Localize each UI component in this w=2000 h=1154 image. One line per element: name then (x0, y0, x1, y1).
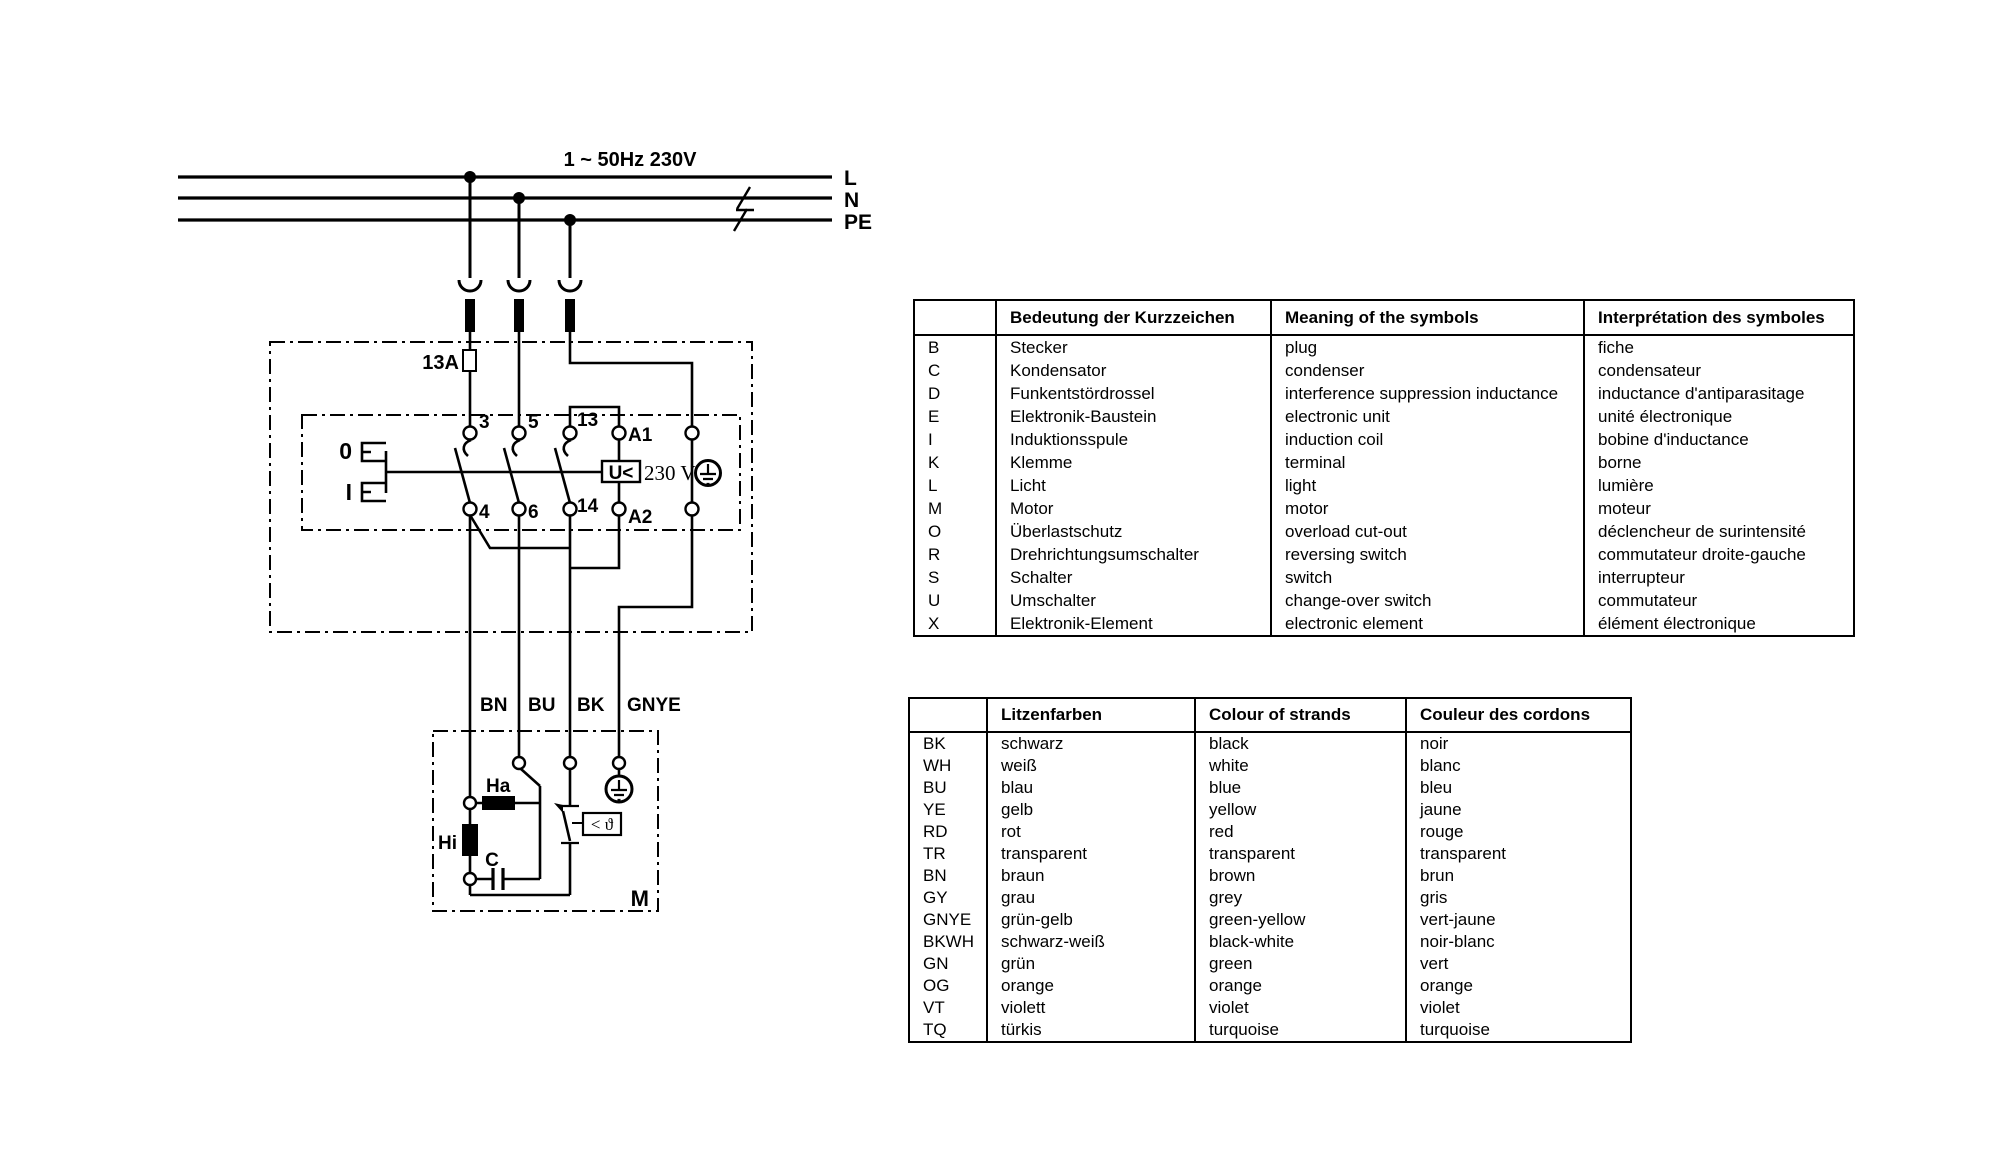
table-cell: turquoise (1195, 1019, 1406, 1042)
column-header (909, 698, 987, 732)
table-row (909, 777, 1631, 799)
table-cell: violett (987, 997, 1195, 1019)
table-row (909, 953, 1631, 975)
table-cell: U (928, 590, 941, 610)
table-row (909, 887, 1631, 909)
table-cell: Funkentstördrossel (996, 382, 1271, 405)
label-bn: BN (480, 695, 508, 716)
table-cell: grün (987, 953, 1195, 975)
table-cell: K (928, 452, 940, 472)
table-cell: Stecker (996, 335, 1271, 359)
table-cell: GN (923, 954, 949, 973)
column-header: Interprétation des symboles (1584, 300, 1854, 335)
table-cell: lumière (1584, 474, 1854, 497)
table-cell: weiß (987, 755, 1195, 777)
table-row (909, 931, 1631, 953)
table-row (914, 359, 1854, 382)
table-cell: TR (923, 844, 946, 863)
table-cell: YE (923, 800, 946, 819)
circuit-wires (470, 332, 692, 797)
table-row (909, 843, 1631, 865)
svg-text:13: 13 (577, 410, 599, 431)
column-header: Bedeutung der Kurzzeichen (996, 300, 1271, 335)
table-cell: grau (987, 887, 1195, 909)
table-cell: noir (1406, 732, 1631, 755)
table-cell: schwarz-weiß (987, 931, 1195, 953)
table-cell: OG (923, 976, 950, 995)
contact-hook (513, 440, 520, 456)
table-cell: brun (1406, 865, 1631, 887)
table-row (909, 909, 1631, 931)
table-cell: Umschalter (996, 589, 1271, 612)
table-cell: commutateur (1584, 589, 1854, 612)
table-row (909, 1019, 1631, 1042)
table-cell: fiche (1584, 335, 1854, 359)
table-cell: rouge (1406, 821, 1631, 843)
aux-winding-symbol (482, 796, 515, 810)
table-cell: VT (923, 998, 945, 1017)
header-row (914, 300, 1854, 335)
table-cell: B (928, 337, 940, 357)
table-cell: vert (1406, 953, 1631, 975)
table-row (914, 520, 1854, 543)
table-row (914, 405, 1854, 428)
table-row (914, 451, 1854, 474)
header-row (909, 698, 1631, 732)
line-pe-label: PE (844, 211, 873, 234)
table-cell: RD (923, 822, 948, 841)
table-cell: BK (923, 734, 946, 753)
table-cell: Drehrichtungsumschalter (996, 543, 1271, 566)
table-cell: Überlastschutz (996, 520, 1271, 543)
svg-text:A2: A2 (628, 507, 653, 528)
table-cell: unité électronique (1584, 405, 1854, 428)
table-cell: grün-gelb (987, 909, 1195, 931)
table-cell: Licht (996, 474, 1271, 497)
label-bk: BK (577, 695, 605, 716)
table-cell: noir-blanc (1406, 931, 1631, 953)
table-cell: black (1195, 732, 1406, 755)
table-cell: élément électronique (1584, 612, 1854, 636)
column-header: Colour of strands (1195, 698, 1406, 732)
svg-text:6: 6 (528, 502, 539, 523)
svg-text:A1: A1 (628, 425, 653, 446)
table-cell: light (1271, 474, 1584, 497)
svg-text:4: 4 (479, 502, 490, 523)
table-row (909, 997, 1631, 1019)
table-cell: C (928, 360, 941, 380)
table-cell: overload cut-out (1271, 520, 1584, 543)
table-cell: yellow (1195, 799, 1406, 821)
table-row (909, 821, 1631, 843)
table-cell: orange (987, 975, 1195, 997)
contact-hook (464, 440, 471, 456)
table-cell: D (928, 383, 941, 403)
column-header: Meaning of the symbols (1271, 300, 1584, 335)
table-cell: O (928, 521, 942, 541)
table-cell: WH (923, 756, 952, 775)
aux-branch-wire (515, 786, 540, 879)
fuse-label: 13A (422, 352, 459, 374)
socket-contact-icon (559, 280, 581, 291)
table-cell: green-yellow (1195, 909, 1406, 931)
switch-unit-box (270, 342, 752, 632)
table-cell: Kondensator (996, 359, 1271, 382)
main-winding-symbol (462, 824, 478, 856)
thermal-cutout-label: < ϑ (590, 815, 614, 834)
svg-text:14: 14 (577, 496, 599, 517)
table-cell: bobine d'inductance (1584, 428, 1854, 451)
table-cell: violet (1406, 997, 1631, 1019)
actuator-linkage (386, 451, 602, 493)
table-cell: I (928, 429, 933, 449)
table-row (914, 543, 1854, 566)
table-cell: M (928, 498, 943, 518)
enclosure-boxes (270, 342, 752, 911)
svg-text:5: 5 (528, 412, 539, 433)
table-cell: transparent (1406, 843, 1631, 865)
wiring-diagram (0, 0, 900, 1154)
colors-table (908, 697, 1632, 1042)
colors-table-grid (908, 697, 1632, 1043)
capacitor-plates (493, 868, 503, 890)
table-cell: transparent (1195, 843, 1406, 865)
table-cell: gelb (987, 799, 1195, 821)
position-0-label: 0 (339, 438, 352, 464)
table-cell: switch (1271, 566, 1584, 589)
table-cell: moteur (1584, 497, 1854, 520)
column-header (914, 300, 996, 335)
table-row (909, 755, 1631, 777)
table-cell: E (928, 406, 940, 426)
table-cell: R (928, 544, 941, 564)
wire-a2-down (570, 515, 619, 568)
table-row (909, 865, 1631, 887)
table-cell: X (928, 613, 940, 633)
button-i-symbol (362, 483, 386, 501)
line-l-label: L (844, 167, 857, 190)
socket-contact-icon (459, 280, 481, 291)
table-cell: TQ (923, 1020, 947, 1039)
table-cell: schwarz (987, 732, 1195, 755)
table-cell: BKWH (923, 932, 974, 951)
table-cell: terminal (1271, 451, 1584, 474)
table-row (914, 589, 1854, 612)
table-cell: türkis (987, 1019, 1195, 1042)
table-cell: orange (1195, 975, 1406, 997)
table-row (914, 474, 1854, 497)
fuse-symbol (463, 350, 476, 371)
table-cell: Elektronik-Baustein (996, 405, 1271, 428)
capacitor-label: C (485, 850, 499, 871)
table-cell: condensateur (1584, 359, 1854, 382)
plug-pins (465, 299, 575, 332)
strand-labels (480, 695, 681, 716)
thermal-blade (563, 811, 570, 841)
table-cell: transparent (987, 843, 1195, 865)
table-cell: turquoise (1406, 1019, 1631, 1042)
button-0-symbol (362, 443, 386, 461)
table-cell: motor (1271, 497, 1584, 520)
table-cell: change-over switch (1271, 589, 1584, 612)
table-cell: violet (1195, 997, 1406, 1019)
bu-switch-blade (521, 769, 540, 786)
main-winding-label: Hi (438, 833, 457, 854)
symbols-table (913, 299, 1855, 636)
table-cell: blau (987, 777, 1195, 799)
table-cell: vert-jaune (1406, 909, 1631, 931)
table-cell: braun (987, 865, 1195, 887)
table-cell: S (928, 567, 940, 587)
table-cell: Schalter (996, 566, 1271, 589)
table-cell: BU (923, 778, 947, 797)
relay-voltage-label: 230 V (644, 461, 696, 485)
table-cell: green (1195, 953, 1406, 975)
table-cell: L (928, 475, 938, 495)
table-cell: white (1195, 755, 1406, 777)
table-cell: GY (923, 888, 948, 907)
table-cell: bleu (1406, 777, 1631, 799)
motor-label: M (630, 886, 649, 911)
table-cell: Elektronik-Element (996, 612, 1271, 636)
supply-lines (178, 177, 832, 231)
table-cell: GNYE (923, 910, 972, 929)
table-row (914, 612, 1854, 636)
socket-contact-icon (508, 280, 530, 291)
table-cell: reversing switch (1271, 543, 1584, 566)
aux-winding-label: Ha (486, 776, 511, 797)
table-cell: BN (923, 866, 947, 885)
position-i-label: I (345, 479, 352, 505)
table-cell: interference suppression inductance (1271, 382, 1584, 405)
table-cell: red (1195, 821, 1406, 843)
table-row (909, 799, 1631, 821)
label-bu: BU (528, 695, 556, 716)
column-header: Litzenfarben (987, 698, 1195, 732)
table-cell: condenser (1271, 359, 1584, 382)
table-row (914, 382, 1854, 405)
supply-voltage-label: 1 ~ 50Hz 230V (563, 149, 697, 171)
table-cell: brown (1195, 865, 1406, 887)
undervoltage-relay-label: U< (608, 463, 634, 484)
symbols-table-grid (913, 299, 1855, 637)
table-cell: blanc (1406, 755, 1631, 777)
table-cell: electronic element (1271, 612, 1584, 636)
table-cell: blue (1195, 777, 1406, 799)
table-cell: rot (987, 821, 1195, 843)
table-row (909, 975, 1631, 997)
table-cell: borne (1584, 451, 1854, 474)
table-cell: jaune (1406, 799, 1631, 821)
table-cell: induction coil (1271, 428, 1584, 451)
table-cell: Induktionsspule (996, 428, 1271, 451)
table-cell: interrupteur (1584, 566, 1854, 589)
earth-symbol-motor (606, 776, 632, 802)
earth-symbol-switchbox (696, 461, 721, 486)
table-cell: black-white (1195, 931, 1406, 953)
table-cell: electronic unit (1271, 405, 1584, 428)
table-cell: commutateur droite-gauche (1584, 543, 1854, 566)
table-cell: gris (1406, 887, 1631, 909)
svg-text:3: 3 (479, 412, 490, 433)
table-cell: grey (1195, 887, 1406, 909)
switch-contacts (362, 440, 602, 503)
table-cell: inductance d'antiparasitage (1584, 382, 1854, 405)
thermal-arrow-icon (554, 803, 563, 813)
table-row (914, 428, 1854, 451)
table-cell: Motor (996, 497, 1271, 520)
table-cell: déclencheur de surintensité (1584, 520, 1854, 543)
table-cell: plug (1271, 335, 1584, 359)
table-row (914, 566, 1854, 589)
column-header: Couleur des cordons (1406, 698, 1631, 732)
contact-hook (564, 440, 571, 456)
label-gnye: GNYE (627, 695, 681, 716)
table-cell: orange (1406, 975, 1631, 997)
table-row (909, 732, 1631, 755)
table-cell: Klemme (996, 451, 1271, 474)
table-row (914, 497, 1854, 520)
line-n-label: N (844, 189, 860, 212)
table-row (914, 335, 1854, 359)
